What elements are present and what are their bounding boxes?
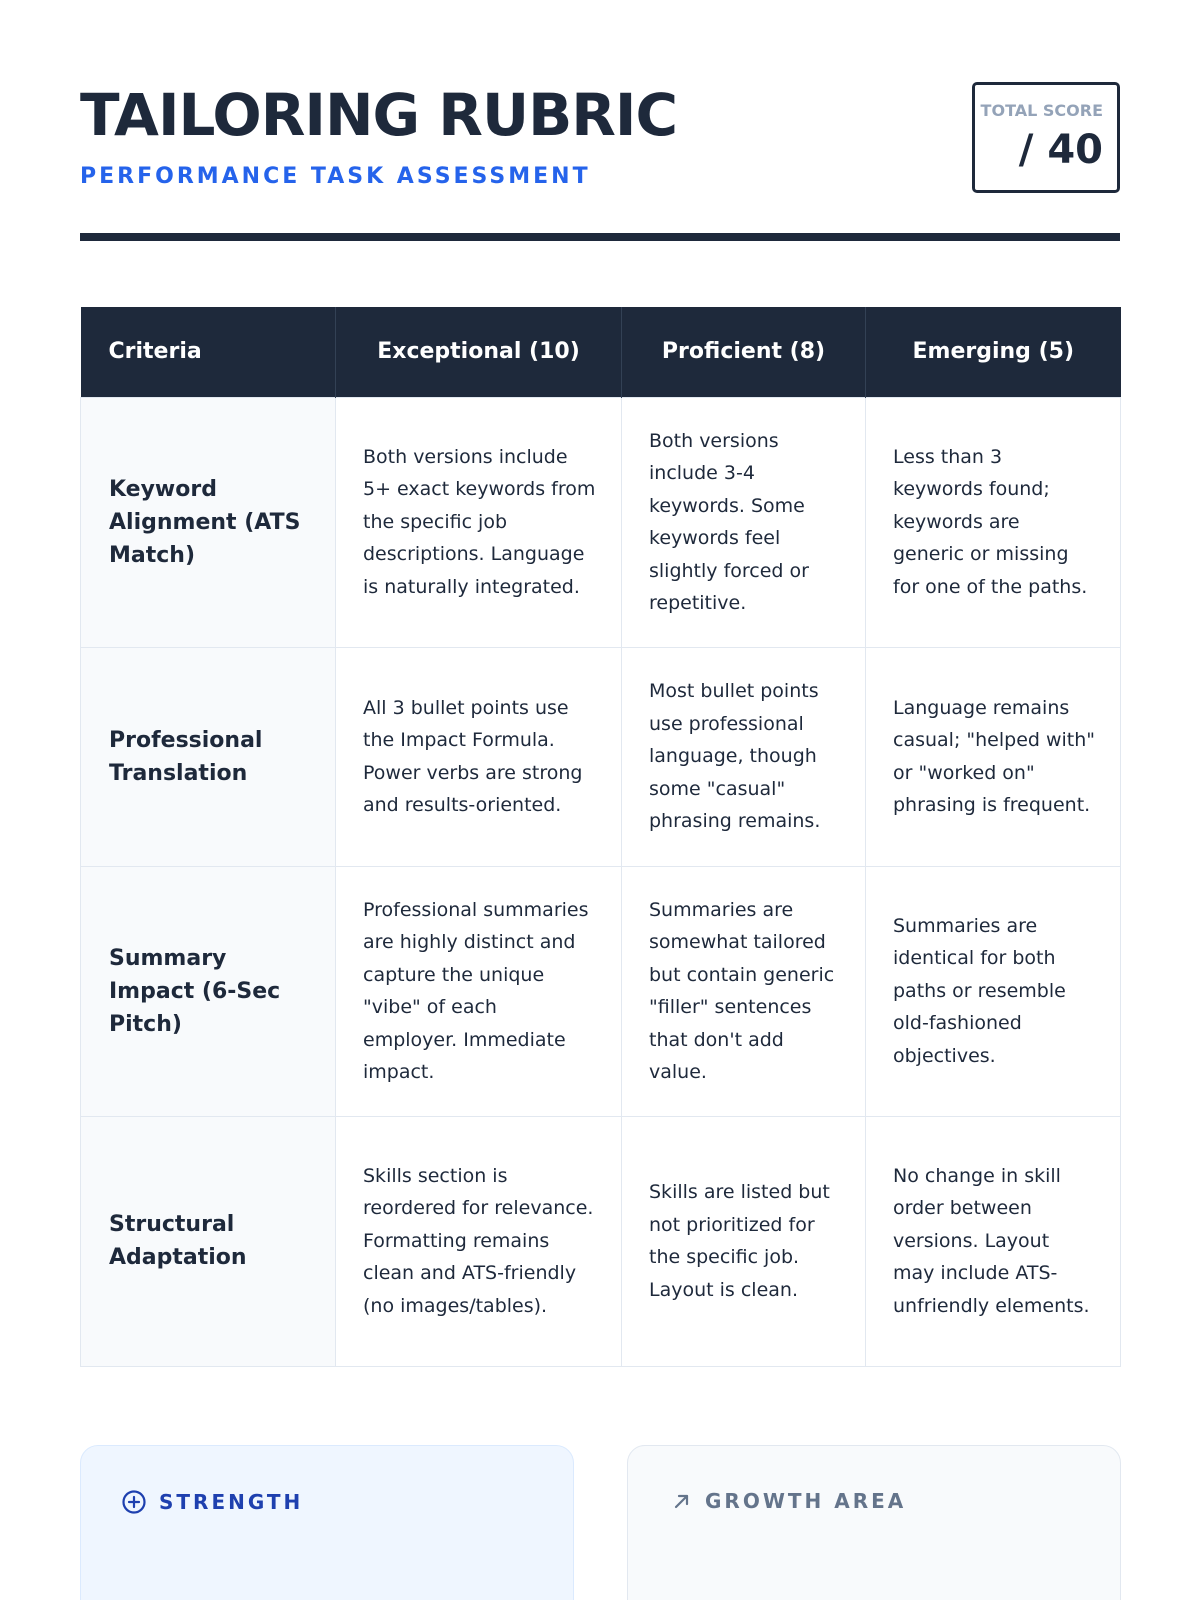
emerging-cell: Language remains casual; "helped with" or "worked on" phrasing is frequent. xyxy=(866,647,1121,866)
growth-area-label: GROWTH AREA xyxy=(705,1489,907,1513)
table-row xyxy=(81,397,1121,647)
proficient-cell: Most bullet points use professional language, though some "casual" phrasing remains. xyxy=(622,647,866,866)
criteria-cell: Summary Impact (6-Sec Pitch) xyxy=(81,866,336,1116)
criteria-cell: Keyword Alignment (ATS Match) xyxy=(81,397,336,647)
column-header-proficient: Proficient (8) xyxy=(622,307,866,397)
table-header-row xyxy=(81,307,1121,397)
arrow-up-right-icon xyxy=(671,1490,693,1512)
rubric-table xyxy=(80,307,1121,1367)
proficient-cell: Skills are listed but not prioritized for the specific job. Layout is clean. xyxy=(622,1116,866,1366)
exceptional-cell: Professional summaries are highly distinct and capture the unique "vibe" of each employer. Immediate impact. xyxy=(336,866,622,1116)
growth-area-heading xyxy=(671,1489,906,1513)
strength-card xyxy=(80,1445,574,1600)
table-row xyxy=(81,647,1121,866)
page-subtitle: PERFORMANCE TASK ASSESSMENT xyxy=(80,164,591,189)
plus-circle-icon xyxy=(121,1489,147,1515)
strength-heading xyxy=(121,1489,303,1515)
total-score-value: / 40 xyxy=(1018,127,1103,173)
table-row xyxy=(81,866,1121,1116)
column-header-emerging: Emerging (5) xyxy=(866,307,1121,397)
column-header-exceptional: Exceptional (10) xyxy=(336,307,622,397)
total-score-label: TOTAL SCORE xyxy=(980,101,1103,120)
page-title: TAILORING RUBRIC xyxy=(80,81,678,149)
column-header-criteria: Criteria xyxy=(81,307,336,397)
header-divider xyxy=(80,233,1120,241)
criteria-cell: Professional Translation xyxy=(81,647,336,866)
proficient-cell: Both versions include 3-4 keywords. Some keywords feel slightly forced or repetitive. xyxy=(622,397,866,647)
exceptional-cell: Skills section is reordered for relevance. Formatting remains clean and ATS-friendly (no images/tables). xyxy=(336,1116,622,1366)
growth-area-card xyxy=(627,1445,1121,1600)
proficient-cell: Summaries are somewhat tailored but contain generic "filler" sentences that don't add value. xyxy=(622,866,866,1116)
table-row xyxy=(81,1116,1121,1366)
emerging-cell: Summaries are identical for both paths or resemble old-fashioned objectives. xyxy=(866,866,1121,1116)
emerging-cell: No change in skill order between versions. Layout may include ATS-unfriendly elements. xyxy=(866,1116,1121,1366)
total-score-box xyxy=(972,82,1120,193)
criteria-cell: Structural Adaptation xyxy=(81,1116,336,1366)
emerging-cell: Less than 3 keywords found; keywords are generic or missing for one of the paths. xyxy=(866,397,1121,647)
exceptional-cell: Both versions include 5+ exact keywords from the specific job descriptions. Language is naturally integrated. xyxy=(336,397,622,647)
rubric-header xyxy=(80,80,1120,240)
strength-label: STRENGTH xyxy=(159,1490,304,1514)
exceptional-cell: All 3 bullet points use the Impact Formula. Power verbs are strong and results-oriented. xyxy=(336,647,622,866)
